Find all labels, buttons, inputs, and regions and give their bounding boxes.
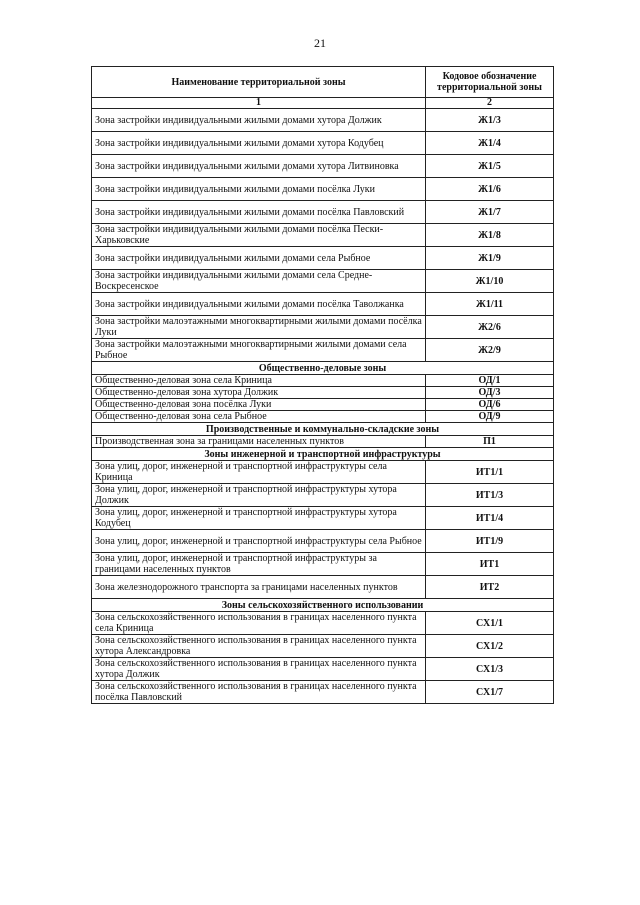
- table-row: [92, 375, 554, 387]
- zone-code: СХ1/7: [426, 681, 554, 704]
- zone-name: Общественно-деловая зона села Криница: [92, 375, 426, 387]
- zone-name: Зона сельскохозяйственного использования в границах населенного пункта села Криница: [92, 612, 426, 635]
- table-row: [92, 612, 554, 635]
- table-row: [92, 436, 554, 448]
- table-row: [92, 247, 554, 270]
- zone-name: Зона сельскохозяйственного использования в границах населенного пункта хутора Должик: [92, 658, 426, 681]
- table-row: [92, 635, 554, 658]
- zone-name: Зона застройки малоэтажными многоквартирными жилыми домами посёлка Луки: [92, 316, 426, 339]
- table-row: [92, 553, 554, 576]
- zone-code: ОД/1: [426, 375, 554, 387]
- table-header-row: [92, 67, 554, 98]
- zone-name: Зона застройки индивидуальными жилыми домами села Средне-Воскресенское: [92, 270, 426, 293]
- page-number: 21: [314, 36, 326, 50]
- column-number-2: 2: [426, 98, 554, 109]
- table-row: [92, 484, 554, 507]
- table-row: [92, 399, 554, 411]
- zone-name: Общественно-деловая зона села Рыбное: [92, 411, 426, 423]
- zone-code: ИТ1/3: [426, 484, 554, 507]
- zone-code: Ж1/3: [426, 109, 554, 132]
- zone-code: Ж1/5: [426, 155, 554, 178]
- zone-code: ОД/6: [426, 399, 554, 411]
- section-title: Зоны инженерной и транспортной инфраструктуры: [92, 448, 554, 461]
- zone-code: ОД/3: [426, 387, 554, 399]
- section-header-row: [92, 599, 554, 612]
- table-row: [92, 576, 554, 599]
- zone-name: Зона сельскохозяйственного использования в границах населенного пункта хутора Александровка: [92, 635, 426, 658]
- table-row: [92, 658, 554, 681]
- zone-code: Ж1/8: [426, 224, 554, 247]
- zone-code: Ж1/4: [426, 132, 554, 155]
- table-row: [92, 155, 554, 178]
- table-row: [92, 387, 554, 399]
- section-title: Общественно-деловые зоны: [92, 362, 554, 375]
- zone-name: Зона застройки индивидуальными жилыми домами хутора Должик: [92, 109, 426, 132]
- table-row: [92, 681, 554, 704]
- section-title: Производственные и коммунально-складские зоны: [92, 423, 554, 436]
- zone-name: Зона улиц, дорог, инженерной и транспортной инфраструктуры хутора Кодубец: [92, 507, 426, 530]
- zone-name: Зона улиц, дорог, инженерной и транспортной инфраструктуры за границами населенных пунктов: [92, 553, 426, 576]
- table-row: [92, 507, 554, 530]
- table-row: [92, 411, 554, 423]
- zone-code: ИТ1/4: [426, 507, 554, 530]
- zone-code: ИТ2: [426, 576, 554, 599]
- zone-code: ОД/9: [426, 411, 554, 423]
- zone-code: ИТ1/9: [426, 530, 554, 553]
- section-title: Зоны сельскохозяйственного использовании: [92, 599, 554, 612]
- table-row: [92, 339, 554, 362]
- zone-name: Зона улиц, дорог, инженерной и транспортной инфраструктуры села Рыбное: [92, 530, 426, 553]
- zone-name: Зона застройки индивидуальными жилыми домами посёлка Таволжанка: [92, 293, 426, 316]
- zone-name: Зона застройки индивидуальными жилыми домами хутора Кодубец: [92, 132, 426, 155]
- zone-code: СХ1/1: [426, 612, 554, 635]
- table-row: [92, 109, 554, 132]
- zone-code: Ж1/10: [426, 270, 554, 293]
- zone-name: Зона застройки индивидуальными жилыми домами посёлка Павловский: [92, 201, 426, 224]
- table-row: [92, 201, 554, 224]
- table-row: [92, 530, 554, 553]
- header-zone-code: Кодовое обозначение территориальной зоны: [426, 67, 554, 98]
- table-row: [92, 293, 554, 316]
- table-row: [92, 132, 554, 155]
- zone-name: Зона сельскохозяйственного использования в границах населенного пункта посёлка Павловский: [92, 681, 426, 704]
- table-row: [92, 270, 554, 293]
- zone-code: Ж1/9: [426, 247, 554, 270]
- zone-name: Зона застройки индивидуальными жилыми домами посёлка Луки: [92, 178, 426, 201]
- table-row: [92, 316, 554, 339]
- zone-code: СХ1/3: [426, 658, 554, 681]
- zone-name: Зона застройки индивидуальными жилыми домами села Рыбное: [92, 247, 426, 270]
- table-row: [92, 224, 554, 247]
- zone-name: Зона железнодорожного транспорта за границами населенных пунктов: [92, 576, 426, 599]
- section-header-row: [92, 362, 554, 375]
- zone-name: Зона улиц, дорог, инженерной и транспортной инфраструктуры хутора Должик: [92, 484, 426, 507]
- zone-name: Общественно-деловая зона хутора Должик: [92, 387, 426, 399]
- zone-name: Зона улиц, дорог, инженерной и транспортной инфраструктуры села Криница: [92, 461, 426, 484]
- zone-code: П1: [426, 436, 554, 448]
- zone-code: Ж1/6: [426, 178, 554, 201]
- territorial-zones-table: [91, 66, 554, 704]
- section-header-row: [92, 448, 554, 461]
- zone-code: Ж1/11: [426, 293, 554, 316]
- zone-code: ИТ1: [426, 553, 554, 576]
- zone-code: Ж1/7: [426, 201, 554, 224]
- zone-name: Зона застройки индивидуальными жилыми домами хутора Литвиновка: [92, 155, 426, 178]
- table-row: [92, 178, 554, 201]
- table-row: [92, 461, 554, 484]
- zone-name: Зона застройки индивидуальными жилыми домами посёлка Пески-Харьковские: [92, 224, 426, 247]
- zone-code: Ж2/6: [426, 316, 554, 339]
- zone-code: Ж2/9: [426, 339, 554, 362]
- zone-code: ИТ1/1: [426, 461, 554, 484]
- column-number-1: 1: [92, 98, 426, 109]
- section-header-row: [92, 423, 554, 436]
- zone-name: Общественно-деловая зона посёлка Луки: [92, 399, 426, 411]
- zone-name: Зона застройки малоэтажными многоквартирными жилыми домами села Рыбное: [92, 339, 426, 362]
- header-zone-name: Наименование территориальной зоны: [92, 67, 426, 98]
- zone-name: Производственная зона за границами населенных пунктов: [92, 436, 426, 448]
- zone-code: СХ1/2: [426, 635, 554, 658]
- column-number-row: [92, 98, 554, 109]
